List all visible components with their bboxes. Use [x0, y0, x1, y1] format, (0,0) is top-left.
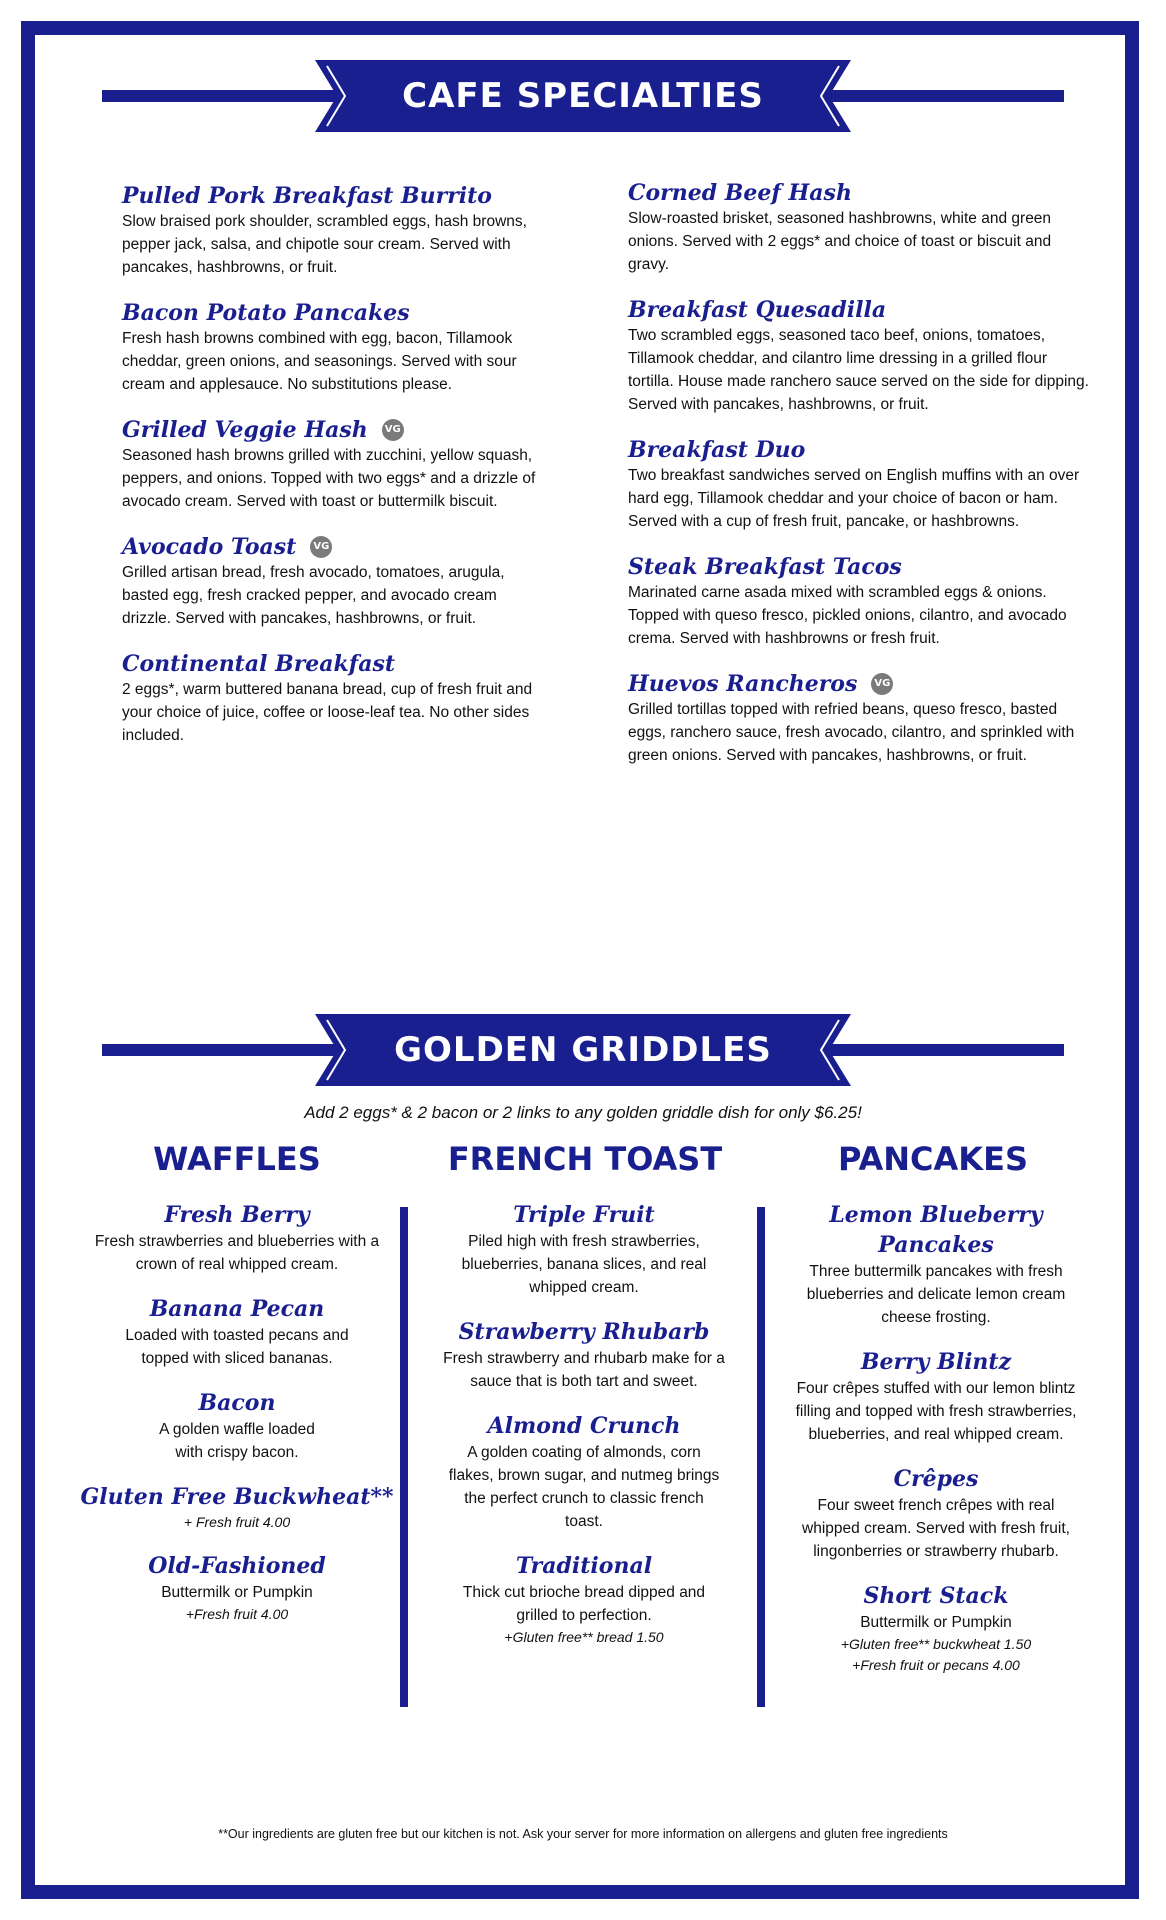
item-name: Fresh Berry: [164, 1202, 310, 1228]
item-description: Buttermilk or Pumpkin: [161, 1584, 313, 1601]
item-name: Traditional: [515, 1553, 653, 1579]
item-description: Seasoned hash browns grilled with zucchini, yellow squash, peppers, and onions. Topped with two eggs* and a drizzle of avocado cream. Served with toast or buttermilk biscuit.: [122, 447, 536, 510]
item-description: Grilled tortillas topped with refried beans, queso fresco, basted eggs, ranchero sauce, fresh avocado, cilantro, and sprinkled with green onions. Served with pancakes, hashbrowns, or fruit.: [628, 701, 1075, 764]
item-name: Short Stack: [863, 1583, 1009, 1609]
item-description: Marinated carne asada mixed with scrambled eggs & onions. Topped with queso fresco, pickled onions, cilantro, and avocado crema. Served with hashbrowns or fresh fruit.: [628, 584, 1067, 647]
item-description: Loaded with toasted pecans and topped with sliced bananas.: [125, 1327, 349, 1367]
item-description: Two breakfast sandwiches served on English muffins with an over hard egg, Tillamook cheddar and your choice of bacon or ham. Served with a cup of fresh fruit, pancake, or hashbrowns.: [628, 467, 1080, 530]
item-description: Fresh strawberry and rhubarb make for a sauce that is both tart and sweet.: [443, 1350, 725, 1390]
menu-item: [122, 416, 542, 513]
item-description: Three buttermilk pancakes with fresh blueberries and delicate lemon cream cheese frosting.: [806, 1263, 1066, 1326]
waffles-column: [77, 1200, 397, 1643]
menu-item: [77, 1551, 397, 1625]
specialties-right-column: [628, 179, 1090, 787]
item-name: Pulled Pork Breakfast Burrito: [122, 183, 492, 209]
section-title: GOLDEN GRIDDLES: [394, 1030, 772, 1070]
item-description: 2 eggs*, warm buttered banana bread, cup of fresh fruit and your choice of juice, coffee or loose-leaf tea. No other sides included.: [122, 681, 533, 744]
specialties-left-column: [122, 182, 542, 767]
vegetarian-badge: VG: [382, 419, 404, 441]
vegetarian-badge: VG: [310, 536, 332, 558]
menu-item: [776, 1581, 1096, 1676]
item-addon: + Fresh fruit 4.00: [183, 1514, 291, 1530]
item-description: Four crêpes stuffed with our lemon blintz filling and topped with fresh strawberries, blueberries, and real whipped cream.: [795, 1380, 1077, 1443]
menu-item: [424, 1200, 744, 1299]
item-name: Steak Breakfast Tacos: [628, 554, 902, 580]
item-name: Breakfast Quesadilla: [628, 297, 887, 323]
menu-item: [77, 1294, 397, 1370]
menu-item: [122, 650, 542, 747]
menu-item: [628, 296, 1090, 416]
french-toast-column: [424, 1200, 744, 1666]
item-description: Thick cut brioche bread dipped and grilled to perfection.: [462, 1584, 706, 1624]
item-description: Two scrambled eggs, seasoned taco beef, onions, tomatoes, Tillamook cheddar, and cilantro lime dressing in a grilled flour tortilla. House made ranchero sauce served on the side for dipping. Served with pancakes, hashbrowns, or fruit.: [628, 327, 1089, 413]
item-description: A golden waffle loaded with crispy bacon.: [159, 1421, 315, 1461]
menu-item: [424, 1551, 744, 1648]
item-description: A golden coating of almonds, corn flakes, brown sugar, and nutmeg brings the perfect crunch to classic french toast.: [448, 1444, 720, 1530]
item-name: Huevos Rancheros VG: [628, 670, 1090, 698]
item-description: Slow-roasted brisket, seasoned hashbrowns, white and green onions. Served with 2 eggs* and choice of toast or biscuit and gravy.: [628, 210, 1052, 273]
item-description: Four sweet french crêpes with real whipped cream. Served with fresh fruit, lingonberries or strawberry rhubarb.: [802, 1497, 1070, 1560]
menu-item: [776, 1347, 1096, 1446]
item-name: Almond Crunch: [487, 1413, 681, 1439]
golden-griddles-banner: [102, 1014, 1064, 1086]
allergen-footnote: **Our ingredients are gluten free but our kitchen is not. Ask your server for more information on allergens and gluten free ingredients: [218, 1827, 948, 1841]
item-description: Buttermilk or Pumpkin: [860, 1614, 1012, 1631]
menu-item: [122, 533, 542, 630]
menu-item: [77, 1200, 397, 1276]
item-description: Fresh hash browns combined with egg, bacon, Tillamook cheddar, green onions, and seasonings. Served with sour cream and applesauce. No substitutions please.: [122, 330, 517, 393]
item-description: Slow braised pork shoulder, scrambled eggs, hash browns, pepper jack, salsa, and chipotle sour cream. Served with pancakes, hashbrowns, or fruit.: [122, 213, 527, 276]
item-addon: +Gluten free** bread 1.50: [504, 1629, 664, 1645]
menu-item: [628, 553, 1090, 650]
item-name: Strawberry Rhubarb: [458, 1319, 710, 1345]
item-description: Piled high with fresh strawberries, blueberries, banana slices, and real whipped cream.: [461, 1233, 707, 1296]
vegetarian-badge: VG: [871, 673, 893, 695]
section-title: CAFE SPECIALTIES: [402, 76, 764, 116]
menu-item: [628, 179, 1090, 276]
item-name: Crêpes: [893, 1466, 979, 1492]
pancakes-column: [776, 1200, 1096, 1694]
item-name: Old-Fashioned: [148, 1553, 326, 1579]
item-name: Lemon Blueberry Pancakes: [829, 1202, 1043, 1258]
item-name: Bacon Potato Pancakes: [122, 300, 410, 326]
item-name: Breakfast Duo: [628, 437, 806, 463]
menu-item: [776, 1200, 1096, 1329]
item-addon: +Gluten free** buckwheat 1.50: [840, 1636, 1032, 1652]
item-name: Triple Fruit: [513, 1202, 655, 1228]
item-name: Bacon: [198, 1390, 276, 1416]
menu-item: [424, 1411, 744, 1533]
menu-item: [424, 1317, 744, 1393]
item-addon: +Fresh fruit or pecans 4.00: [852, 1657, 1020, 1673]
item-name: Berry Blintz: [860, 1349, 1012, 1375]
item-description: Grilled artisan bread, fresh avocado, tomatoes, arugula, basted egg, fresh cracked pepper, and avocado cream drizzle. Served with pancakes, hashbrowns, or fruit.: [122, 564, 505, 627]
item-name: Corned Beef Hash: [628, 180, 852, 206]
column-divider: [757, 1207, 765, 1707]
column-divider: [400, 1207, 408, 1707]
menu-item: [628, 670, 1090, 767]
menu-item: [77, 1388, 397, 1464]
menu-item: [776, 1464, 1096, 1563]
item-name: Gluten Free Buckwheat**: [80, 1484, 394, 1510]
heading-pancakes: PANCAKES: [837, 1140, 1028, 1178]
menu-item: [122, 299, 542, 396]
menu-item: [628, 436, 1090, 533]
item-addon: +Fresh fruit 4.00: [185, 1606, 289, 1622]
item-name: Banana Pecan: [149, 1296, 325, 1322]
item-name: Grilled Veggie Hash VG: [122, 416, 542, 444]
heading-waffles: WAFFLES: [153, 1140, 321, 1178]
menu-item: [77, 1482, 397, 1533]
item-name: Avocado Toast VG: [122, 533, 542, 561]
cafe-specialties-banner: [102, 60, 1064, 132]
menu-item: [122, 182, 542, 279]
griddle-add-on-note: Add 2 eggs* & 2 bacon or 2 links to any golden griddle dish for only $6.25!: [304, 1103, 862, 1122]
item-description: Fresh strawberries and blueberries with a crown of real whipped cream.: [94, 1233, 380, 1273]
item-name: Continental Breakfast: [122, 651, 396, 677]
heading-french-toast: FRENCH TOAST: [447, 1140, 723, 1178]
